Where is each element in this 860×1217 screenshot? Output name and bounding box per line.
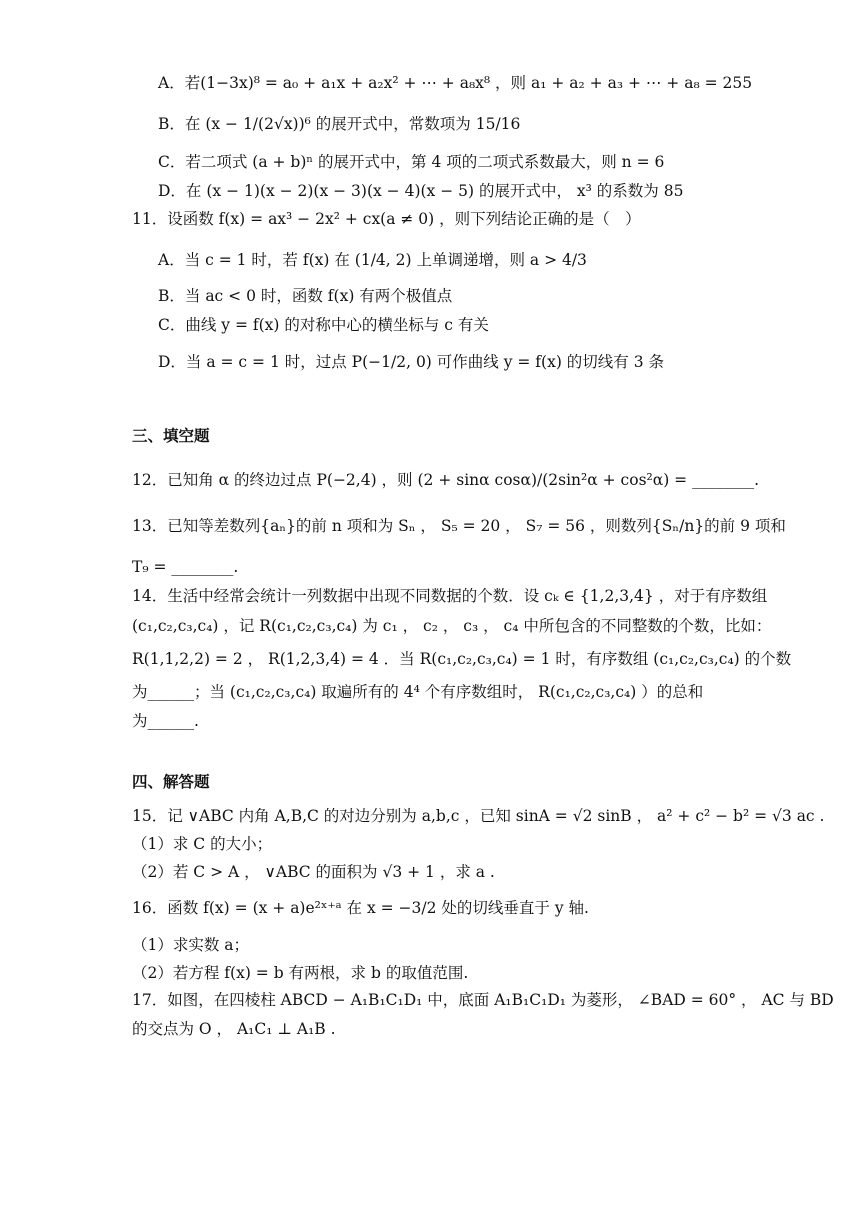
question-13-line1: 13．已知等差数列{aₙ}的前 n 项和为 Sₙ ， S₅ = 20 ， S₇ = 56 ，则数列{Sₙ/n}的前 9 项和 [132, 517, 786, 535]
question-14-line3: R(1,1,2,2) = 2 ， R(1,2,3,4) = 4 ．当 R(c₁,c₂,c₃,c₄) = 1 时，有序数组 (c₁,c₂,c₃,c₄) 的个数 [132, 650, 792, 668]
question-17-line2: 的交点为 O ， A₁C₁ ⊥ A₁B . [132, 1020, 336, 1038]
q11-option-c: C．曲线 y = f(x) 的对称中心的横坐标与 c 有关 [158, 316, 489, 334]
question-15-line1: 15．记 ∨ABC 内角 A,B,C 的对边分别为 a,b,c ，已知 sinA = √2 sinB ， a² + c² − b² = √3 ac . [132, 807, 825, 825]
question-15-line3: （2）若 C > A ， ∨ABC 的面积为 √3 + 1 ，求 a . [132, 863, 495, 881]
question-14-line4: 为______；当 (c₁,c₂,c₃,c₄) 取遍所有的 4⁴ 个有序数组时， R(c₁,c₂,c₃,c₄) ）的总和 [132, 683, 704, 701]
section-answer-heading: 四、解答题 [132, 772, 210, 791]
section-fill-in-heading: 三、填空题 [132, 426, 210, 445]
question-16-line2: （1）求实数 a； [132, 936, 250, 954]
q10-option-c: C．若二项式 (a + b)ⁿ 的展开式中，第 4 项的二项式系数最大，则 n = 6 [158, 153, 665, 171]
q11-stem: 11．设函数 f(x) = ax³ − 2x² + cx(a ≠ 0) ，则下列结论正确的是（ ） [132, 210, 641, 228]
q10-option-b: B．在 (x − 1/(2√x))⁶ 的展开式中，常数项为 15/16 [158, 115, 521, 133]
question-14-line5: 为______. [132, 712, 199, 730]
question-16-line1: 16．函数 f(x) = (x + a)e²ˣ⁺ᵃ 在 x = −3/2 处的切线垂直于 y 轴. [132, 899, 589, 917]
question-14-line2: (c₁,c₂,c₃,c₄) ，记 R(c₁,c₂,c₃,c₄) 为 c₁ ， c₂ ， c₃ ， c₄ 中所包含的不同整数的个数，比如： [132, 617, 772, 635]
question-13-line2: T₉ = ________. [132, 558, 239, 576]
question-14-line1: 14．生活中经常会统计一列数据中出现不同数据的个数．设 cₖ ∈ {1,2,3,4} ，对于有序数组 [132, 587, 768, 605]
question-12: 12．已知角 α 的终边过点 P(−2,4) ，则 (2 + sinα cosα)/(2sin²α + cos²α) = ________. [132, 471, 760, 489]
question-15-line2: （1）求 C 的大小； [132, 835, 273, 853]
q10-option-a: A．若(1−3x)⁸ = a₀ + a₁x + a₂x² + ⋯ + a₈x⁸ ，则 a₁ + a₂ + a₃ + ⋯ + a₈ = 255 [158, 74, 753, 92]
q11-option-d: D．当 a = c = 1 时，过点 P(−1/2, 0) 可作曲线 y = f(x) 的切线有 3 条 [158, 353, 665, 371]
question-17-line1: 17．如图，在四棱柱 ABCD − A₁B₁C₁D₁ 中，底面 A₁B₁C₁D₁ 为菱形， ∠BAD = 60° ， AC 与 BD [132, 991, 834, 1009]
q10-option-d: D．在 (x − 1)(x − 2)(x − 3)(x − 4)(x − 5) 的展开式中， x³ 的系数为 85 [158, 182, 684, 200]
q11-option-a: A．当 c = 1 时，若 f(x) 在 (1/4, 2) 上单调递增，则 a > 4/3 [158, 251, 587, 269]
question-16-line3: （2）若方程 f(x) = b 有两根，求 b 的取值范围. [132, 964, 469, 982]
q11-option-b: B．当 ac < 0 时，函数 f(x) 有两个极值点 [158, 287, 453, 305]
